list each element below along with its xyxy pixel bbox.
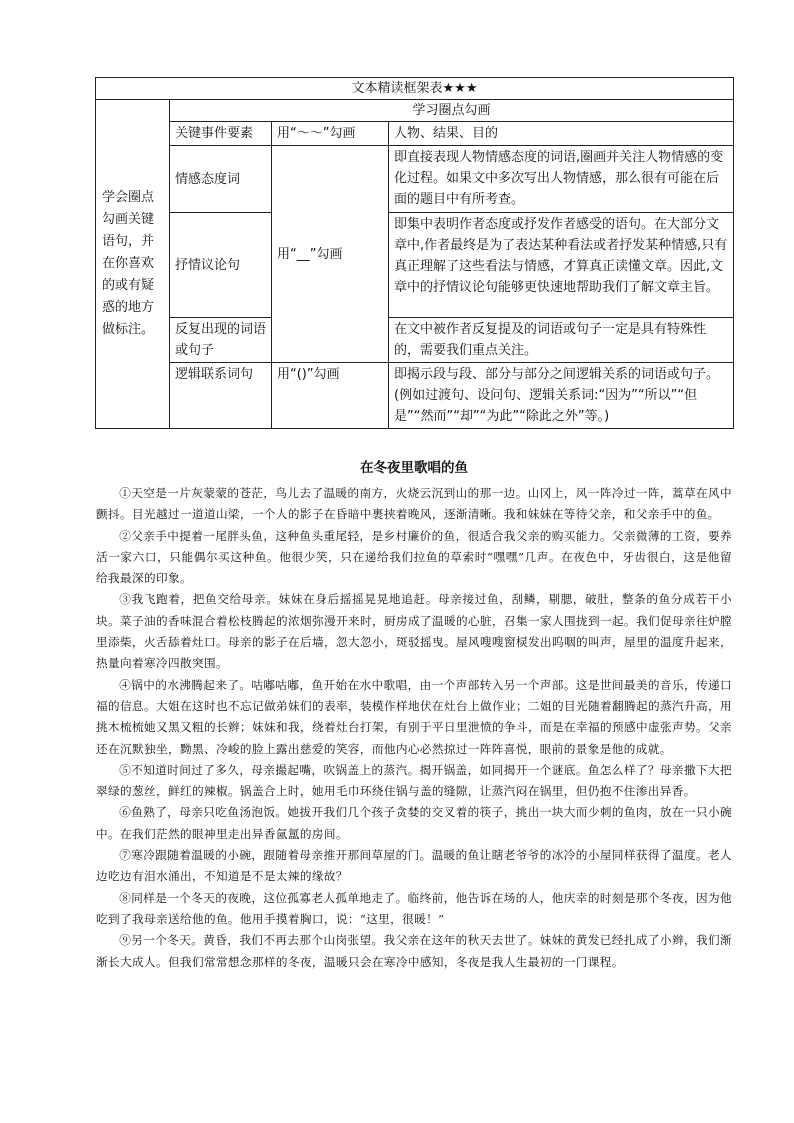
- paragraph-3: ③我飞跑着，把鱼交给母亲。妹妹在身后摇摇晃晃地追赶。母亲接过鱼，刮鳞，剔腮，破肚，整条的鱼分成若干小块。菜子油的香味混合着松枝腾起的浓烟弥漫开来时，厨房成了温暖的心脏，召集一家人围拢到一起。我们促母亲往炉膛里添柴，火舌舔着灶口。母亲的影子在后墙，忽大忽小，斑驳摇曳。屋风嗖嗖窗棂发出呜咽的叫声，屋里的温度升起来，热量向着寒冷四散突围。: [96, 592, 732, 671]
- shared-method: 用“__”勾画: [272, 146, 389, 363]
- row-name-emotion: 情感态度词: [170, 146, 272, 213]
- paragraph-9: ⑨另一个冬天。黄昏，我们不再去那个山岗张望。我父亲在这年的秋天去世了。妹妹的黄发已经扎成了小辫，我们渐渐长大成人。但我们常常想念那样的冬夜，温暖只会在寒冷中感知，冬夜是我人生最初的一门课程。: [96, 933, 732, 969]
- row-name-logic: 逻辑联系词句: [170, 363, 272, 429]
- row-desc-emotion: 即直接表现人物情感态度的词语,圈画并关注人物情感的变化过程。如果文中多次写出人物情感，那么很有可能在后面的题目中有所考查。: [389, 146, 734, 213]
- article-title: 在冬夜里歌唱的鱼: [360, 460, 468, 476]
- paragraph-7: ⑦寒冷跟随着温暖的小碗，跟随着母亲推开那间草屋的门。温暖的鱼让瞎老爷爷的冰冷的小屋同样获得了温度。老人边吃边有泪水涌出，不知道是不是太辣的缘故？: [96, 848, 732, 884]
- header-people: 人物、结果、目的: [389, 122, 734, 146]
- paragraph-1: ①天空是一片灰蒙蒙的苍茫，鸟儿去了温暖的南方，火烧云沉到山的那一边。山冈上，风一阵冷过一阵，蒿草在风中颤抖。目光越过一道道山梁，一个人的影子在昏暗中裹挟着晚风，逐渐清晰。我和妹妹在等待父亲，和父亲手中的鱼。: [96, 486, 732, 522]
- goal-cell: 学会圈点勾画关键语句，并在你喜欢的或有疑惑的地方做标注。: [96, 100, 170, 429]
- paragraph-4: ④锅中的水沸腾起来了。咕嘟咕嘟，鱼开始在水中歌唱，由一个声部转入另一个声部。这是世间最美的音乐，传递口福的信息。大姐在这时也不忘记做弟妹们的表率，装模作样地伏在灶台上做作业；二姐的目光随着翻腾起的蒸汽升高，用挑木梳梳她又黑又粗的长辫；妹妹和我，绕着灶台打架，有别于平日里泄愤的争斗，而是在幸福的预感中虚张声势。父亲还在沉默独坐，黝黑、冷峻的脸上露出慈爱的笑容，而他内心必然掠过一阵阵喜悦，眼前的景象是他的成就。: [96, 677, 732, 756]
- table-title: 文本精读框架表★★★: [96, 78, 734, 100]
- reading-framework-table: [95, 77, 734, 429]
- row-name-repeat: 反复出现的词语或句子: [170, 318, 272, 363]
- paragraph-6: ⑥鱼熟了，母亲只吃鱼汤泡饭。她拔开我们几个孩子贪婪的交叉着的筷子，挑出一块大而少刺的鱼肉，放在一只小碗中。在我们茫然的眼神里走出异香氤氲的房间。: [96, 805, 732, 841]
- header-wavy: 用“～～”勾画: [272, 122, 389, 146]
- article: [96, 456, 732, 973]
- paragraph-2: ②父亲手中提着一尾胖头鱼，这种鱼头重尾轻，是乡村廉价的鱼，很适合我父亲的购买能力。父亲微薄的工资，要养活一家六口，只能偶尔买这种鱼。他很少笑，只在递给我们拉鱼的草索时“嘿嘿”几声。在夜色中，牙齿很白，这是他留给我最深的印象。: [96, 528, 732, 586]
- paragraph-8: ⑧同样是一个冬天的夜晚，这位孤寡老人孤单地走了。临终前，他告诉在场的人，他庆幸的时刻是那个冬夜，因为他吃到了我母亲送给他的鱼。他用手摸着胸口，说：“这里，很暖！”: [96, 890, 732, 926]
- row-name-lyric: 抒情议论句: [170, 213, 272, 318]
- row-desc-lyric: 即集中表明作者态度或抒发作者感受的语句。在大部分文章中,作者最终是为了表达某种看法或者抒发某种情感,只有真正理解了这些看法与情感，才算真正读懂文章。因此,文章中的抒情议论句能够更快速地帮助我们了解文章主旨。: [389, 213, 734, 318]
- paragraph-5: ⑤不知道时间过了多久，母亲撮起嘴，吹锅盖上的蒸汽。揭开锅盖，如同揭开一个谜底。鱼怎么样了？母亲撒下大把翠绿的葱丝，鲜红的辣椒。锅盖合上时，她用毛巾环绕住锅与盖的缝隙，让蒸汽闷在锅里，但仍抱不住渗出异香。: [96, 762, 732, 799]
- row-desc-repeat: 在文中被作者反复提及的词语或句子一定是具有特殊性的，需要我们重点关注。: [389, 318, 734, 363]
- row-desc-logic: 即揭示段与段、部分与部分之间逻辑关系的词语或句子。(例如过渡句、设问句、逻辑关系词:“因为”“所以”“但是”“然而”“却”“为此”“除此之外”等。): [389, 363, 734, 429]
- row-method-logic: 用“()”勾画: [272, 363, 389, 429]
- header-element: 关键事件要素: [170, 122, 272, 146]
- section-label: 学习圈点勾画: [170, 100, 734, 122]
